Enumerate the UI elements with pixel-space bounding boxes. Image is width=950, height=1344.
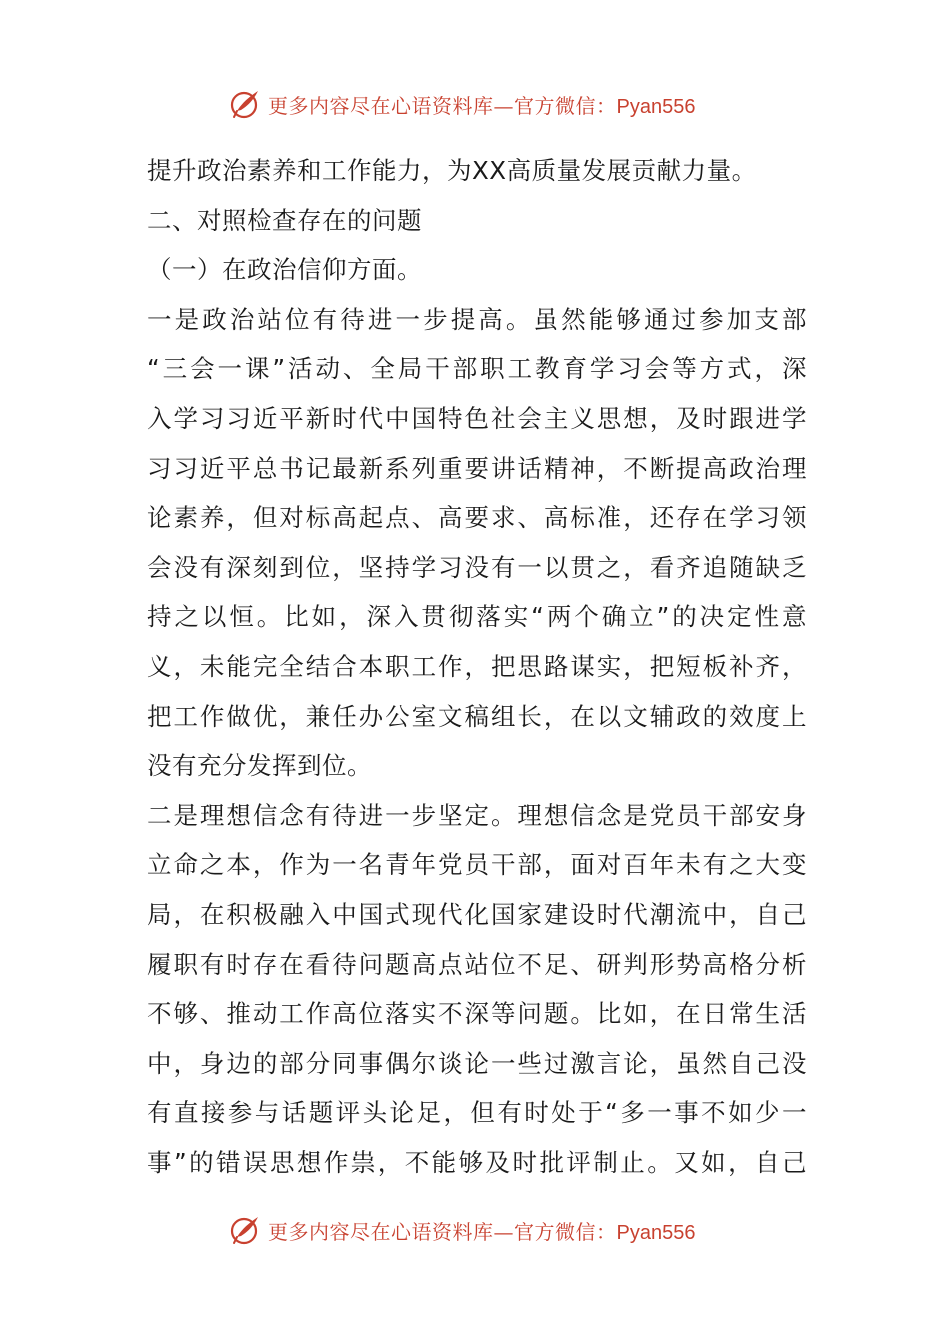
watermark-text: [268, 1216, 695, 1245]
text-line: 会没有深刻到位，坚持学习没有一以贯之，看齐追随缺乏: [147, 552, 807, 582]
text-line: 立命之本，作为一名青年党员干部，面对百年未有之大变: [147, 850, 807, 880]
text-line: 中，身边的部分同事偶尔谈论一些过激言论，虽然自己没: [147, 1048, 807, 1078]
watermark-label: 更多内容尽在心语资料库—官方微信：: [268, 1219, 617, 1244]
watermark-text: [268, 90, 695, 119]
text-line: 不够、推动工作高位落实不深等问题。比如，在日常生活: [147, 999, 807, 1029]
watermark-wechat-id: Pyan556: [616, 95, 696, 118]
text-line: 提升政治素养和工作能力，为XX高质量发展贡献力量。: [147, 156, 757, 185]
text-line: 习习近平总书记最新系列重要讲话精神，不断提高政治理: [147, 453, 807, 483]
text-line: 二是理想信念有待进一步坚定。理想信念是党员干部安身: [147, 800, 807, 830]
section-heading: 二、对照检查存在的问题: [147, 205, 422, 235]
quill-pen-seal-icon: [228, 87, 262, 121]
text-line: 论素养，但对标高起点、高要求、高标准，还存在学习领: [147, 503, 807, 533]
text-line: 有直接参与话题评头论足，但有时处于“多一事不如少一: [147, 1098, 807, 1128]
text-line: 履职有时存在看待问题高点站位不足、研判形势高格分析: [147, 949, 807, 979]
text-line: “三会一课”活动、全局干部职工教育学习会等方式，深: [147, 354, 807, 384]
text-line: 义，未能完全结合本职工作，把思路谋实，把短板补齐，: [147, 651, 807, 681]
text-line: 持之以恒。比如，深入贯彻落实“两个确立”的决定性意: [147, 602, 807, 632]
text-line: 一是政治站位有待进一步提高。虽然能够通过参加支部: [147, 304, 807, 334]
subsection-heading: （一）在政治信仰方面。: [147, 255, 422, 285]
text-line: 局，在积极融入中国式现代化国家建设时代潮流中，自己: [147, 899, 807, 929]
text-line: 入学习习近平新时代中国特色社会主义思想，及时跟进学: [147, 403, 807, 433]
text-line: 没有充分发挥到位。: [147, 751, 372, 781]
watermark-footer: [228, 1212, 695, 1248]
watermark-wechat-id: Pyan556: [616, 1221, 696, 1244]
watermark-label: 更多内容尽在心语资料库—官方微信：: [268, 93, 617, 118]
text-line: 把工作做优，兼任办公室文稿组长，在以文辅政的效度上: [147, 701, 807, 731]
quill-pen-seal-icon: [228, 1213, 262, 1247]
document-body: [147, 146, 807, 1187]
watermark-header: [228, 86, 695, 122]
text-line: 事”的错误思想作祟，不能够及时批评制止。又如，自己: [147, 1147, 807, 1177]
